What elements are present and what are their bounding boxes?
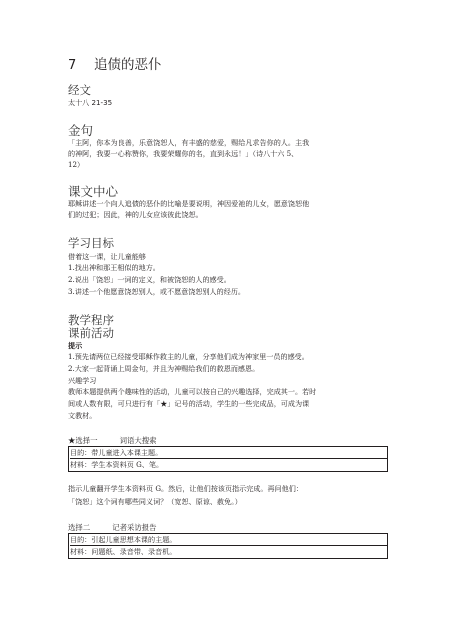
option-2-materials: 材料：问题纸、录音带、录音机。 <box>70 545 387 557</box>
objective-item-3: 3.讲述一个他愿意饶恕别人，或不愿意饶恕别人的经历。 <box>68 287 246 296</box>
chapter-number: 7 <box>68 58 77 73</box>
golden-verse-line-3: 12） <box>68 160 85 169</box>
option-1-name: 词语大搜索 <box>119 436 157 445</box>
option-1-instruction-1: 指示儿童翻开学生本资料页 G。然后，让他们按该页指示完成。再问他们： <box>68 484 303 493</box>
option-1-materials: 材料：学生本资料页 G、笔。 <box>70 458 387 470</box>
objective-item-2: 2.说出「饶恕」一词的定义，和被饶恕的人的感受。 <box>68 275 231 284</box>
lesson-center-heading: 课文中心 <box>68 184 119 199</box>
interest-line-3: 文教材。 <box>68 411 97 420</box>
golden-verse-line-1: 「主阿，你本为良善，乐意饶恕人，有丰盛的慈爱，赐给凡求告你的人。主我 <box>68 138 310 147</box>
lesson-center-line-1: 耶稣讲述一个向人追债的恶仆的比喻是要说明，神因爱祂的儿女，愿意饶恕他 <box>68 199 310 208</box>
option-2-header <box>68 522 157 533</box>
scripture-heading: 经文 <box>68 83 91 97</box>
objectives-heading: 学习目标 <box>68 236 114 250</box>
option-1-label: ★选择一 <box>68 436 98 445</box>
interest-line-2: 间或人数有限，可只进行有「★」记号的活动，学生的一些完成品，可成为课 <box>68 399 310 408</box>
chapter-title-text: 追债的恶仆 <box>94 57 162 73</box>
chapter-title <box>68 53 162 73</box>
scripture-ref: 太十八 21-35 <box>68 98 113 107</box>
option-1-box <box>68 446 388 472</box>
interest-line-1: 教师本题提供两个趣味性的活动，儿童可以按自己的兴趣选择，完成其一。若时 <box>68 387 317 396</box>
option-1-goal: 目的：带儿童进入本课主题。 <box>70 448 163 457</box>
hint-label: 提示 <box>68 341 83 350</box>
option-2-name: 记者采访报告 <box>112 523 157 532</box>
option-1-header <box>68 435 157 446</box>
hint-item-2: 2.大家一起背诵上周金句，并且为神赐给我们的救恩而感恩。 <box>68 364 260 373</box>
option-2-box <box>68 533 388 559</box>
option-1-instruction-2: 「饶恕」这个词有哪些同义词？（宽恕、原谅、赦免。） <box>68 497 242 506</box>
golden-verse-heading: 金句 <box>68 123 94 138</box>
lesson-center-line-2: 们的过犯；因此，神的儿女应该彼此饶恕。 <box>68 210 203 219</box>
pre-activity-heading: 课前活动 <box>68 326 114 340</box>
option-2-label: 选择二 <box>68 523 91 532</box>
objectives-intro: 借着这一课，让儿童能够 <box>68 252 147 261</box>
interest-label: 兴趣学习 <box>68 376 97 385</box>
hint-item-1: 1.预先请两位已经接受耶稣作救主的儿童，分享他们成为神家里一员的感受。 <box>68 352 309 361</box>
objective-item-1: 1.找出神和那王相似的地方。 <box>68 263 160 272</box>
option-2-goal: 目的：引起儿童思想本课的主题。 <box>70 535 177 544</box>
procedure-heading: 教学程序 <box>68 313 114 327</box>
golden-verse-line-2: 的神阿，我要一心称赞你，我要荣耀你的名，直到永远！」（诗八十六 5、 <box>68 149 299 158</box>
